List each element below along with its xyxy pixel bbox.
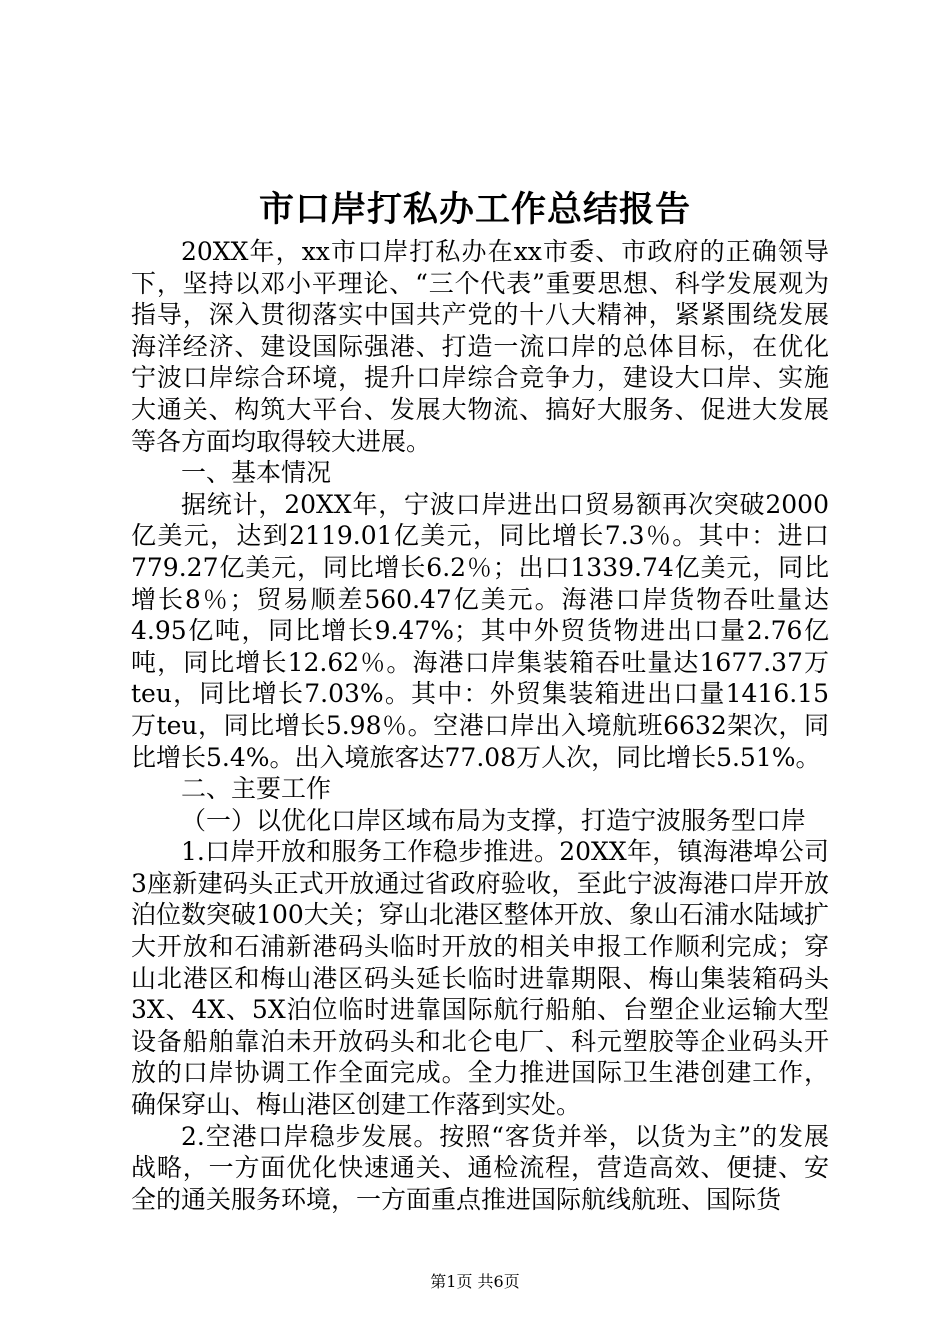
paragraph-intro: 20XX年，xx市口岸打私办在xx市委、市政府的正确领导下，坚持以邓小平理论、“三个代表”重要思想、科学发展观为指导，深入贯彻落实中国共产党的十八大精神，紧紧围绕发展海洋经济、建设国际强港、打造一流口岸的总体目标，在优化宁波口岸综合环境，提升口岸综合竞争力，建设大口岸、实施大通关、构筑大平台、发展大物流、搞好大服务、促进大发展等各方面均取得较大进展。 — [131, 237, 829, 456]
document-title: 市口岸打私办工作总结报告 — [258, 189, 691, 230]
page-footer: 第1页 共6页 — [430, 1272, 520, 1291]
paragraph-statistics: 据统计，20XX年，宁波口岸进出口贸易额再次突破2000亿美元，达到2119.01亿美元，同比增长7.3％。其中：进口779.27亿美元，同比增长6.2％；出口1339.74亿美元，同比增长8％；贸易顺差560.47亿美元。海港口岸货物吞吐量达4.95亿吨，同比增长9.47%；其中外贸货物进出口量2.76亿吨，同比增长12.62％。海港口岸集装箱吞吐量达1677.37万teu，同比增长7.03%。其中：外贸集装箱进出口量1416.15万teu，同比增长5.98％。空港口岸出入境航班6632架次，同比增长5.4%。出入境旅客达77.08万人次，同比增长5.51%。 — [131, 489, 829, 772]
section-heading-main-work: 二、主要工作 — [181, 774, 332, 804]
document-body — [131, 236, 829, 1215]
paragraph-port-opening: 1.口岸开放和服务工作稳步推进。20XX年，镇海港埠公司3座新建码头正式开放通过省政府验收，至此宁波海港口岸开放泊位数突破100大关；穿山北港区整体开放、象山石浦水陆域扩大开放和石浦新港码头临时开放的相关申报工作顺利完成；穿山北港区和梅山港区码头延长临时进靠期限、梅山集装箱码头3X、4X、5X泊位临时进靠国际航行船舶、台塑企业运输大型设备船舶靠泊未开放码头和北仑电厂、科元塑胶等企业码头开放的口岸协调工作全面完成。全力推进国际卫生港创建工作，确保穿山、梅山港区创建工作落到实处。 — [131, 837, 829, 1120]
paragraph-airport: 2.空港口岸稳步发展。按照“客货并举，以货为主”的发展战略，一方面优化快速通关、通检流程，营造高效、便捷、安全的通关服务环境，一方面重点推进国际航线航班、国际货 — [131, 1121, 829, 1214]
subsection-heading-1: （一）以优化口岸区域布局为支撑，打造宁波服务型口岸 — [181, 805, 807, 835]
section-heading-basic-situation: 一、基本情况 — [181, 458, 332, 488]
